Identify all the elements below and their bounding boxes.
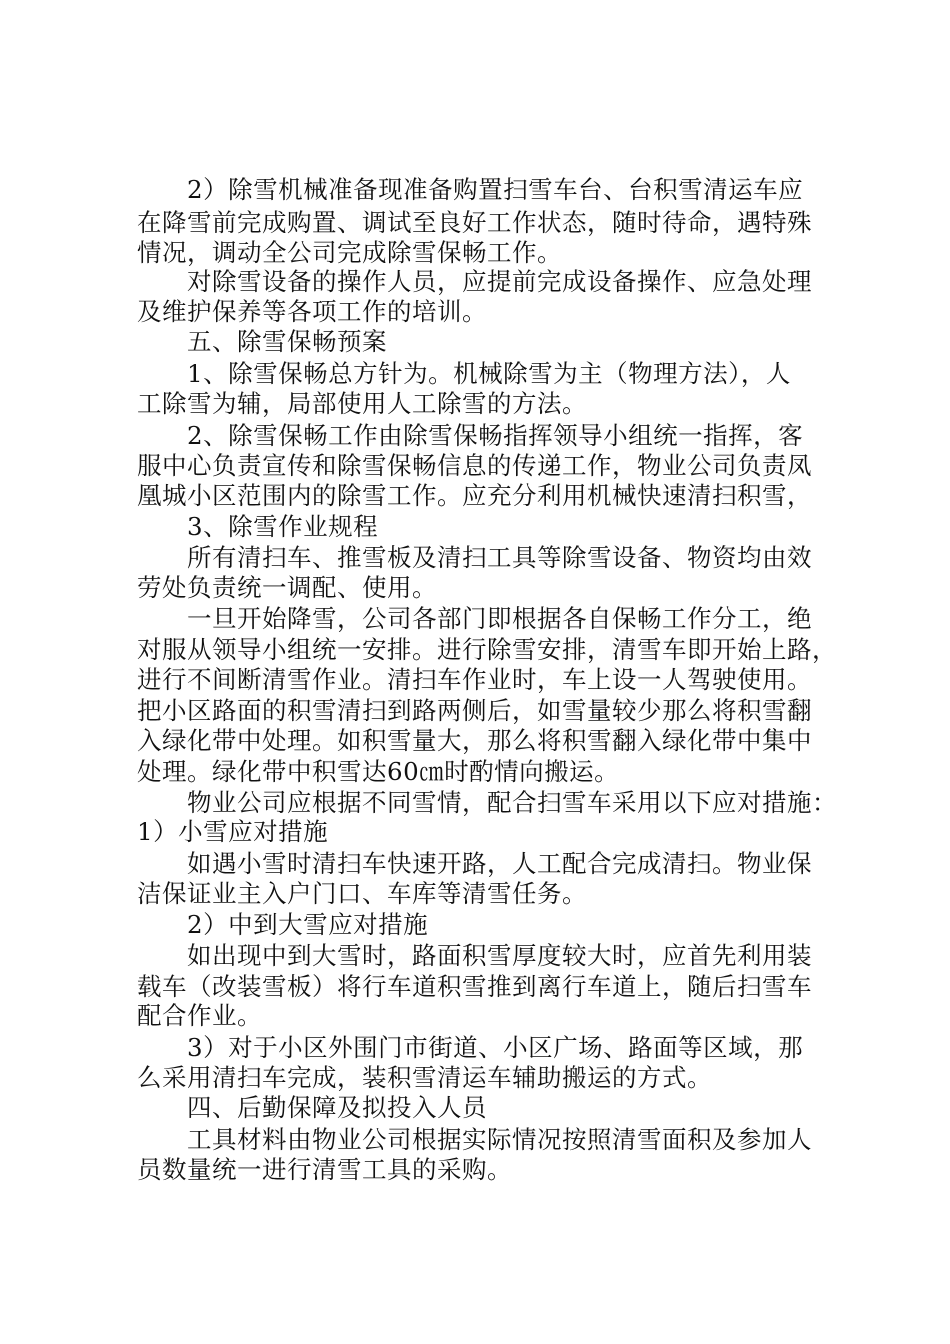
text-line: 工具材料由物业公司根据实际情况按照清雪面积及参加人: [187, 1125, 812, 1154]
text-line: 劳处负责统一调配、使用。: [137, 573, 437, 602]
text-line: 配合作业。: [137, 1001, 262, 1030]
text-line: 2）除雪机械准备现准备购置扫雪车台、台积雪清运车应: [187, 175, 804, 204]
text-line: 所有清扫车、推雪板及清扫工具等除雪设备、物资均由效: [187, 543, 812, 572]
text-line: 进行不间断清雪作业。清扫车作业时，车上设一人驾驶使用。: [137, 665, 812, 694]
section-heading: 五、除雪保畅预案: [187, 327, 387, 356]
text-line: 员数量统一进行清雪工具的采购。: [137, 1155, 512, 1184]
text-line: 处理。绿化带中积雪达60㎝时酌情向搬运。: [137, 757, 620, 786]
text-line: 如遇小雪时清扫车快速开路，人工配合完成清扫。物业保: [187, 849, 812, 878]
section-heading: 1）小雪应对措施: [137, 817, 329, 846]
text-line: 3）对于小区外围门市街道、小区广场、路面等区域，那: [187, 1033, 804, 1062]
text-line: 么采用清扫车完成，装积雪清运车辅助搬运的方式。: [137, 1063, 712, 1092]
text-line: 物业公司应根据不同雪情，配合扫雪车采用以下应对措施：: [187, 788, 837, 817]
text-line: 入绿化带中处理。如积雪量大，那么将积雪翻入绿化带中集中: [137, 726, 812, 755]
section-heading: 2）中到大雪应对措施: [187, 910, 429, 939]
text-line: 在降雪前完成购置、调试至良好工作状态，随时待命，遇特殊: [137, 208, 812, 237]
section-heading: 3、除雪作业规程: [187, 512, 379, 541]
text-line: 一旦开始降雪，公司各部门即根据各自保畅工作分工，绝: [187, 604, 812, 633]
text-line: 把小区路面的积雪清扫到路两侧后，如雪量较少那么将积雪翻: [137, 696, 812, 725]
text-line: 载车（改装雪板）将行车道积雪推到离行车道上，随后扫雪车: [137, 972, 812, 1001]
text-line: 凰城小区范围内的除雪工作。应充分利用机械快速清扫积雪，: [137, 481, 812, 510]
section-heading: 四、后勤保障及拟投入人员: [187, 1093, 487, 1122]
text-line: 1、除雪保畅总方针为。机械除雪为主（物理方法），人: [187, 359, 791, 388]
text-line: 及维护保养等各项工作的培训。: [137, 297, 487, 326]
text-line: 服中心负责宣传和除雪保畅信息的传递工作，物业公司负责凤: [137, 451, 812, 480]
text-line: 对除雪设备的操作人员，应提前完成设备操作、应急处理: [187, 267, 812, 296]
text-line: 情况，调动全公司完成除雪保畅工作。: [137, 238, 562, 267]
text-line: 2、除雪保畅工作由除雪保畅指挥领导小组统一指挥，客: [187, 421, 804, 450]
text-line: 对服从领导小组统一安排。进行除雪安排，清雪车即开始上路，: [137, 635, 837, 664]
text-line: 洁保证业主入户门口、车库等清雪任务。: [137, 879, 587, 908]
text-line: 工除雪为辅，局部使用人工除雪的方法。: [137, 389, 587, 418]
text-line: 如出现中到大雪时，路面积雪厚度较大时，应首先利用装: [187, 941, 812, 970]
